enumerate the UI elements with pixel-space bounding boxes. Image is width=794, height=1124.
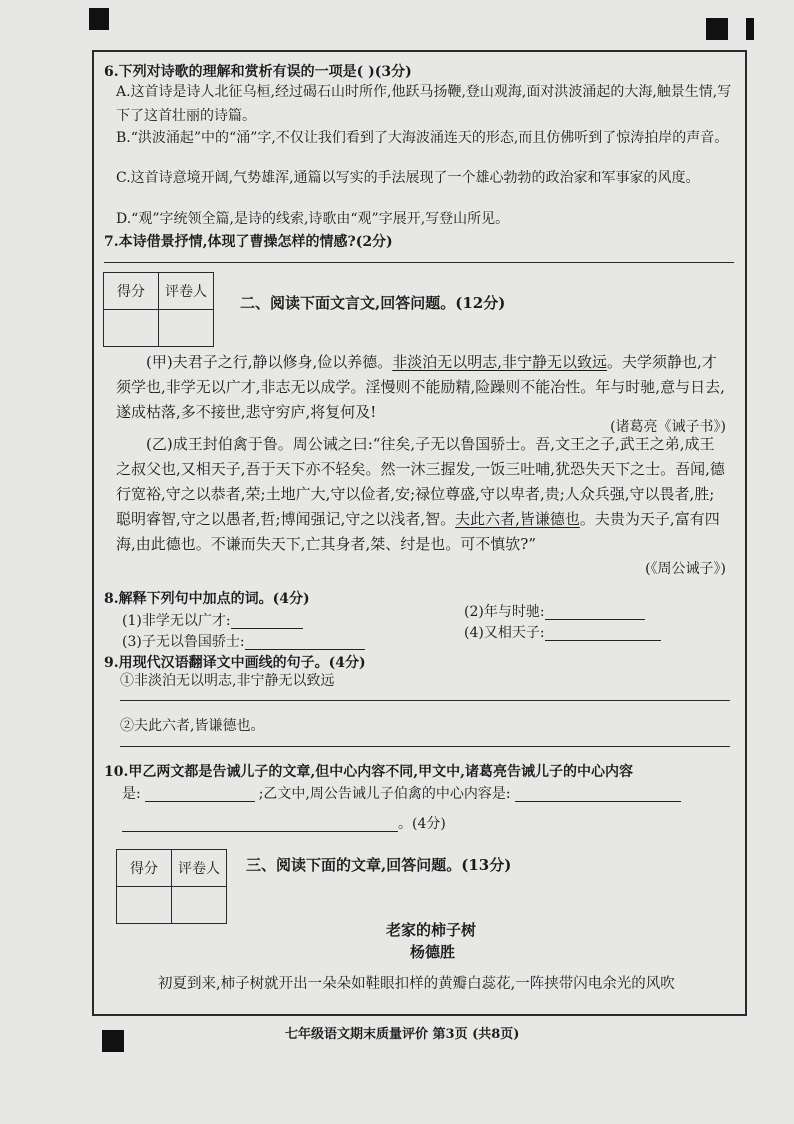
q10-line-2 xyxy=(122,786,681,802)
score-box-section2 xyxy=(103,272,214,347)
q8-item-4-label: (4)又相天子: xyxy=(464,625,545,641)
q9-answer-line-2[interactable] xyxy=(120,746,730,747)
q10-line-3 xyxy=(122,816,446,832)
q6-option-d: D.“观”字统领全篇,是诗的线索,诗歌由“观”字展开,写登山所见。 xyxy=(116,211,510,227)
grader-cell[interactable] xyxy=(159,310,214,347)
q8-item-4-blank[interactable] xyxy=(545,626,661,641)
registration-mark-bottom-left xyxy=(102,1030,124,1052)
grader-label: 评卷人 xyxy=(159,273,214,310)
passage-jia-text-1: (甲)夫君子之行,静以修身,俭以养德。 xyxy=(146,353,393,371)
passage-yi-source: (《周公诫子》) xyxy=(645,561,726,577)
passage-jia-source: (诸葛亮《诫子书》) xyxy=(610,419,726,435)
q8-item-3-label: (3)子无以鲁国骄士: xyxy=(122,634,245,650)
section3-title: 三、阅读下面的文章,回答问题。(13分) xyxy=(246,856,512,874)
q8-item-1 xyxy=(122,613,303,629)
q10-mid-text: ;乙文中,周公告诫儿子伯禽的中心内容是: xyxy=(258,786,511,802)
passage-yi-text-1: (乙)成王封伯禽于鲁。周公诫之曰:“往矣,子无以鲁国骄士。吾,文王之子,武王之弟,成王之叔父也,又相天子,吾于天下亦不轻矣。然一沐三握发,一饭三吐哺,犹恐失天下之士。吾闻,德行宽裕,守之以恭者,荣;土地广大,守以俭者,安;禄位尊盛,守以卑者,贵;人众兵强,守以畏者,胜;聪明睿智,守之以愚者,哲;博闻强记,守之以浅者,智。 xyxy=(116,435,725,528)
article-author: 杨德胜 xyxy=(410,943,456,961)
score-box-section3 xyxy=(116,849,227,924)
passage-jia-underlined: 非淡泊无以明志,非宁静无以致远 xyxy=(392,353,608,371)
grader-label: 评卷人 xyxy=(172,850,227,887)
registration-mark-top-right xyxy=(706,18,728,40)
article-line-1: 初夏到来,柿子树就开出一朵朵如鞋眼扣样的黄瓣白蕊花,一阵挟带闪电余光的风吹 xyxy=(158,976,675,992)
passage-yi-underlined: 夫此六者,皆谦德也 xyxy=(455,510,580,528)
q10-blank-jia[interactable] xyxy=(145,787,255,802)
q9-answer-line-1[interactable] xyxy=(120,700,730,701)
q10-end-text: 。(4分) xyxy=(398,816,446,832)
registration-mark-edge-right xyxy=(746,18,754,40)
q8-item-3 xyxy=(122,634,365,650)
passage-jia xyxy=(116,350,728,425)
q9-sentence-1: ①非淡泊无以明志,非宁静无以致远 xyxy=(120,673,335,689)
passage-jia-text-2: 。夫学须静也,才须学也,非学无以广才,非志无以成学。淫慢则不能励精,险躁则不能冶性。年与时驰,意与日去,遂成枯落,多不接世,悲守穷庐,将复何及! xyxy=(116,353,725,421)
q8-item-4 xyxy=(464,625,661,641)
registration-mark-top-left xyxy=(89,8,109,30)
q10-blank-yi-2[interactable] xyxy=(122,817,398,832)
q8-item-3-blank[interactable] xyxy=(245,635,365,650)
q10-is-label: 是: xyxy=(122,786,141,802)
article-title: 老家的柿子树 xyxy=(386,921,477,939)
q8-item-1-label: (1)非学无以广才: xyxy=(122,613,231,629)
passage-yi-text-2: 。夫贵为天子,富有四海,由此德也。不谦而失天下,亡其身者,桀、纣是也。可不慎欤?” xyxy=(116,510,720,553)
score-label: 得分 xyxy=(104,273,159,310)
q8-item-2 xyxy=(464,604,645,620)
q7-stem: 7.本诗借景抒情,体现了曹操怎样的情感?(2分) xyxy=(104,234,393,250)
q10-blank-yi-1[interactable] xyxy=(515,787,681,802)
q9-stem: 9.用现代汉语翻译文中画线的句子。(4分) xyxy=(104,655,366,671)
q8-stem: 8.解释下列句中加点的词。(4分) xyxy=(104,591,310,607)
score-cell[interactable] xyxy=(104,310,159,347)
page-footer: 七年级语文期末质量评价 第3页 (共8页) xyxy=(285,1027,520,1042)
q8-item-2-blank[interactable] xyxy=(545,605,645,620)
q7-answer-line[interactable] xyxy=(104,262,734,263)
grader-cell[interactable] xyxy=(172,887,227,924)
q10-line-1: 10.甲乙两文都是告诫儿子的文章,但中心内容不同,甲文中,诸葛亮告诫儿子的中心内容 xyxy=(104,764,633,780)
q6-option-b: B.“洪波涌起”中的“涌”字,不仅让我们看到了大海波涌连天的形态,而且仿佛听到了惊涛拍岸的声音。 xyxy=(116,130,729,146)
q6-option-c: C.这首诗意境开阔,气势雄浑,通篇以写实的手法展现了一个雄心勃勃的政治家和军事家的风度。 xyxy=(116,170,700,186)
q6-stem: 6.下列对诗歌的理解和赏析有误的一项是( )(3分) xyxy=(104,64,412,80)
score-cell[interactable] xyxy=(117,887,172,924)
section2-title: 二、阅读下面文言文,回答问题。(12分) xyxy=(240,294,506,312)
score-label: 得分 xyxy=(117,850,172,887)
passage-yi xyxy=(116,432,728,557)
q8-item-1-blank[interactable] xyxy=(231,614,303,629)
q6-option-a: A.这首诗是诗人北征乌桓,经过碣石山时所作,他跃马扬鞭,登山观海,面对洪波涌起的大海,触景生情,写下了这首壮丽的诗篇。 xyxy=(116,84,732,124)
q9-sentence-2: ②夫此六者,皆谦德也。 xyxy=(120,718,265,734)
q8-item-2-label: (2)年与时驰: xyxy=(464,604,545,620)
